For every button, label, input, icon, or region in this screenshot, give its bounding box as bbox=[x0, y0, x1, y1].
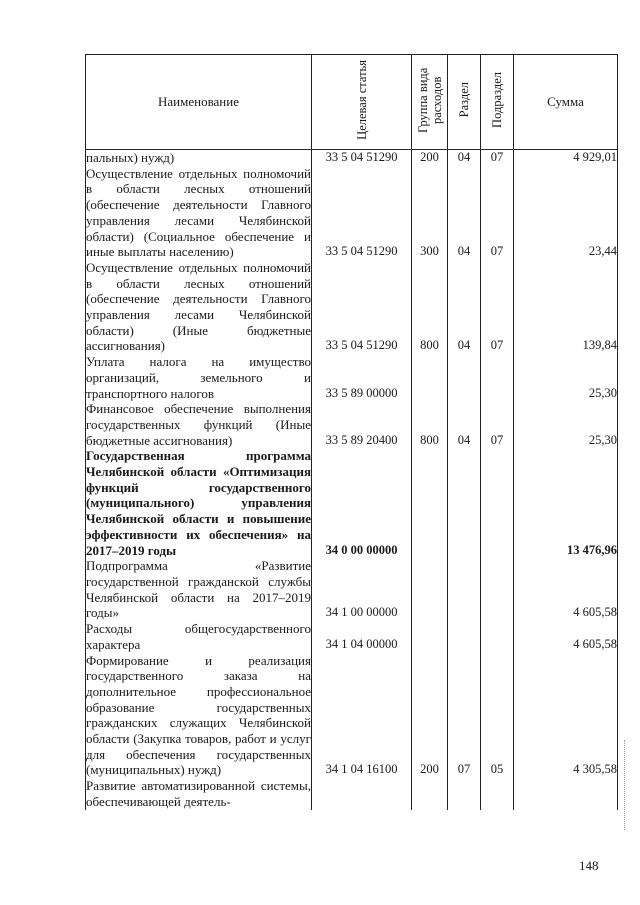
row-section: 04 bbox=[448, 260, 481, 354]
row-group bbox=[412, 621, 448, 652]
budget-table bbox=[85, 54, 618, 810]
table-row bbox=[86, 448, 618, 558]
row-group bbox=[412, 558, 448, 621]
scan-edge bbox=[624, 740, 627, 830]
row-target-code: 33 5 04 51290 bbox=[312, 150, 412, 166]
row-section bbox=[448, 778, 481, 809]
row-name: Уплата налога на имущество организаций, земельного и транспортного налогов bbox=[86, 354, 311, 401]
table-row bbox=[86, 558, 618, 621]
row-name: пальных) нужд) bbox=[86, 150, 312, 166]
table-row bbox=[86, 260, 618, 354]
row-subsection: 07 bbox=[481, 401, 514, 448]
table-row bbox=[86, 401, 618, 448]
row-name: Финансовое обеспечение выполнения государственных функций (Иные бюджетные ассигнования) bbox=[86, 401, 311, 448]
row-name: Расходы общегосударственного характера bbox=[86, 621, 311, 652]
row-section bbox=[448, 448, 481, 558]
row-target-code: 33 5 89 20400 bbox=[312, 401, 412, 448]
row-section: 04 bbox=[448, 150, 481, 166]
row-target-code: 34 1 04 16100 bbox=[312, 653, 412, 779]
row-subsection: 07 bbox=[481, 260, 514, 354]
row-section: 04 bbox=[448, 166, 481, 260]
row-group: 200 bbox=[412, 653, 448, 779]
row-name: Формирование и реализация государственного заказа на дополнительное профессиональное образование государственных гражданских служащих Челябинской области (Закупка товаров, работ и услуг для обеспечения государственных (муниципальных) нужд) bbox=[86, 652, 311, 778]
table-row bbox=[86, 354, 618, 401]
table-header-row bbox=[86, 55, 618, 150]
table-row bbox=[86, 621, 618, 652]
row-sum: 25,30 bbox=[514, 401, 618, 448]
header-section: Раздел bbox=[457, 82, 471, 118]
row-target-code: 33 5 04 51290 bbox=[312, 260, 412, 354]
row-group: 800 bbox=[412, 260, 448, 354]
row-sum: 23,44 bbox=[514, 166, 618, 260]
row-subsection bbox=[481, 558, 514, 621]
row-name: Развитие автоматизированной системы, обеспечивающей деятель- bbox=[86, 778, 311, 809]
row-subsection bbox=[481, 778, 514, 809]
row-group bbox=[412, 778, 448, 809]
row-sum: 25,30 bbox=[514, 354, 618, 401]
table-row bbox=[86, 653, 618, 779]
row-sum: 4 605,58 bbox=[514, 558, 618, 621]
row-target-code: 34 0 00 00000 bbox=[312, 448, 412, 558]
header-subsection: Подраздел bbox=[490, 72, 504, 128]
table-row bbox=[86, 166, 618, 260]
row-name: Осуществление отдельных полномочий в области лесных отношений (обеспечение деятельности Главного управления лесами Челябинской области) (Иные бюджетные ассигнования) bbox=[86, 259, 311, 354]
row-subsection: 05 bbox=[481, 653, 514, 779]
row-section bbox=[448, 354, 481, 401]
header-name: Наименование bbox=[86, 55, 312, 150]
row-target-code: 33 5 04 51290 bbox=[312, 166, 412, 260]
row-target-code: 33 5 89 00000 bbox=[312, 354, 412, 401]
row-section: 07 bbox=[448, 653, 481, 779]
row-name: Осуществление отдельных полномочий в области лесных отношений (обеспечение деятельности Главного управления лесами Челябинской области) (Социальное обеспечение и иные выплаты населению) bbox=[86, 165, 311, 260]
row-group: 800 bbox=[412, 401, 448, 448]
row-group bbox=[412, 448, 448, 558]
row-section bbox=[448, 621, 481, 652]
row-name: Подпрограмма «Развитие государственной гражданской службы Челябинской области на 2017–2019 годы» bbox=[86, 558, 311, 621]
header-target: Целевая статья bbox=[354, 60, 369, 140]
row-sum: 4 605,58 bbox=[514, 621, 618, 652]
row-section: 04 bbox=[448, 401, 481, 448]
row-target-code bbox=[312, 778, 412, 809]
page-number: 148 bbox=[579, 858, 599, 873]
table-row bbox=[86, 778, 618, 809]
row-subsection: 07 bbox=[481, 166, 514, 260]
row-section bbox=[448, 558, 481, 621]
row-group: 200 bbox=[412, 150, 448, 166]
header-sum: Сумма bbox=[514, 55, 618, 150]
row-subsection bbox=[481, 621, 514, 652]
row-sum: 4 305,58 bbox=[514, 653, 618, 779]
row-subsection bbox=[481, 354, 514, 401]
row-sum: 4 929,01 bbox=[514, 150, 618, 166]
row-subsection: 07 bbox=[481, 150, 514, 166]
row-subsection bbox=[481, 448, 514, 558]
row-sum: 13 476,96 bbox=[514, 448, 618, 558]
row-sum: 139,84 bbox=[514, 260, 618, 354]
row-name: Государственная программа Челябинской области «Оптимизация функций государственного (муниципального) управления Челябинской области и повышение эффективности их обеспечения» на 2017–2019 годы bbox=[86, 448, 311, 558]
row-group bbox=[412, 354, 448, 401]
row-target-code: 34 1 00 00000 bbox=[312, 558, 412, 621]
row-target-code: 34 1 04 00000 bbox=[312, 621, 412, 652]
row-sum bbox=[514, 778, 618, 809]
table-row bbox=[86, 150, 618, 166]
header-group: Группа вида расходов bbox=[415, 67, 444, 133]
row-group: 300 bbox=[412, 166, 448, 260]
